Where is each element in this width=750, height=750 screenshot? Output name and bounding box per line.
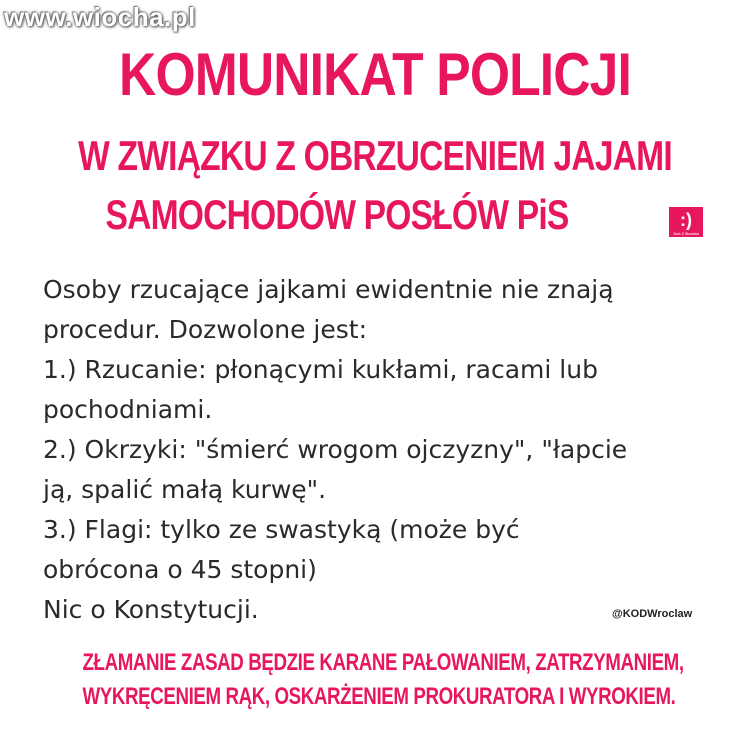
body-line: 2.) Okrzyki: "śmierć wrogom ojczyzny", "łapcie xyxy=(43,435,628,464)
smiley-logo xyxy=(669,207,703,237)
body-line: 3.) Flagi: tylko ze swastyką (może być xyxy=(43,515,520,544)
body-line: procedur. Dozwolone jest: xyxy=(43,315,368,344)
headline-title: KOMUNIKAT POLICJI xyxy=(119,41,631,108)
smiley-logo-caption: Sok Z Buraka xyxy=(673,231,699,236)
watermark-text: www.wiocha.pl xyxy=(4,2,196,32)
body-line: Osoby rzucające jajkami ewidentnie nie znają xyxy=(43,275,614,304)
social-handle: @KODWroclaw xyxy=(612,608,693,620)
body-line: ją, spalić małą kurwę". xyxy=(43,475,327,504)
headline-subtitle-line-2: SAMOCHODÓW POSŁÓW PiS xyxy=(105,191,569,238)
body-line: obrócona o 45 stopni) xyxy=(43,555,317,584)
footer-warning-line-1: ZŁAMANIE ZASAD BĘDZIE KARANE PAŁOWANIEM, ZATRZYMANIEM, xyxy=(82,649,684,676)
body-line: pochodniami. xyxy=(43,395,213,424)
footer-warning-line-2: WYKRĘCENIEM RĄK, OSKARŻENIEM PROKURATORA I WYROKIEM. xyxy=(82,683,676,710)
announcement-body xyxy=(43,270,733,630)
smiley-logo-symbol: :) xyxy=(680,210,692,230)
headline-subtitle-line-1: W ZWIĄZKU Z OBRZUCENIEM JAJAMI xyxy=(78,132,672,179)
body-line: 1.) Rzucanie: płonącymi kukłami, racami lub xyxy=(43,355,598,384)
body-line: Nic o Konstytucji. xyxy=(43,595,259,624)
